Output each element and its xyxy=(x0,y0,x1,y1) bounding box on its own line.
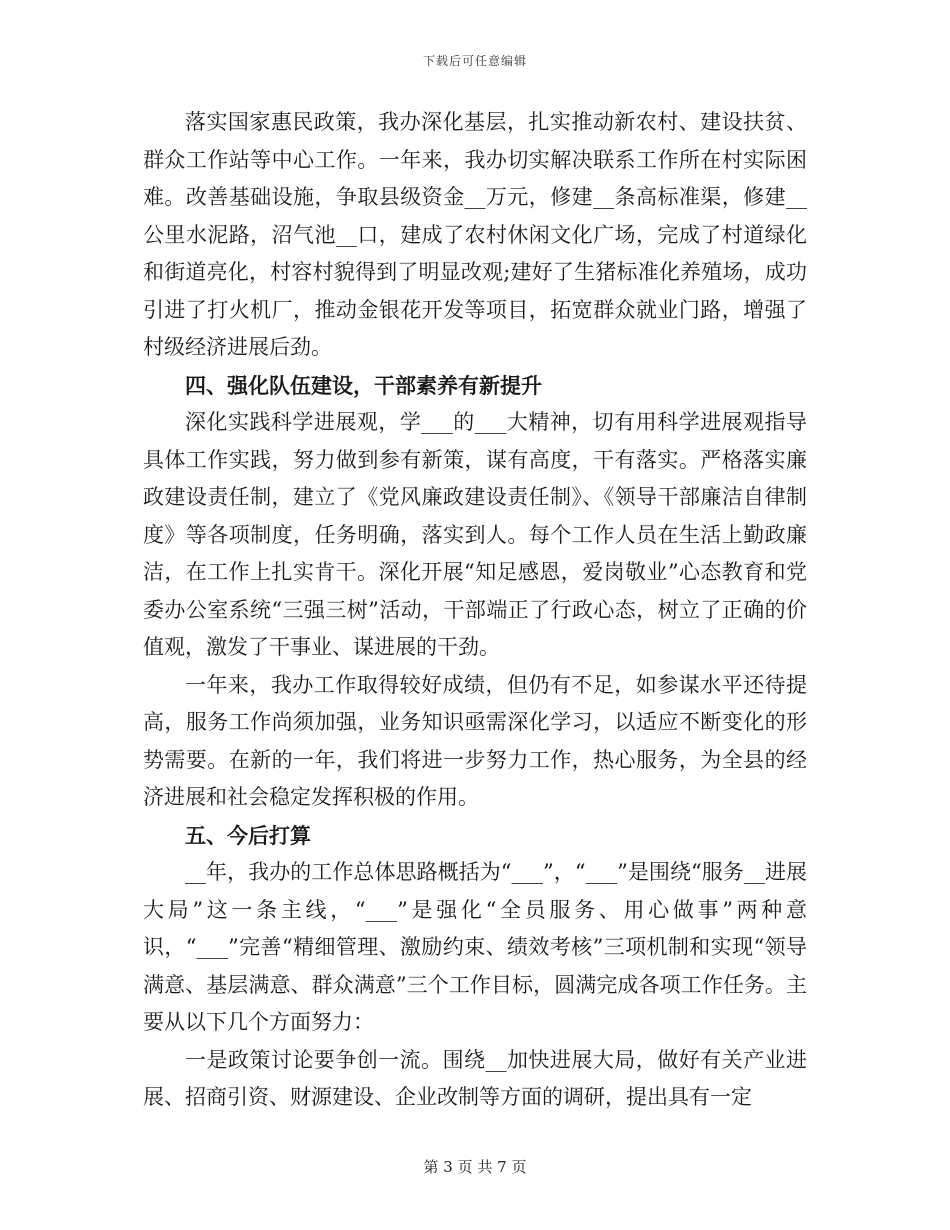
paragraph-team-building: 深化实践科学进展观，学___的___大精神，切有用科学进展观指导具体工作实践，努力做到参有新策，谋有高度，干有落实。严格落实廉政建设责任制，建立了《党风廉政建设责任制》、《领导干部廉洁自律制度》等各项制度，任务明确，落实到人。每个工作人员在生活上勤政廉洁，在工作上扎实肯干。深化开展“知足感恩，爱岗敬业”心态教育和党委办公室系统“三强三树”活动，干部端正了行政心态，树立了正确的价值观，激发了干事业、谋进展的干劲。 xyxy=(143,410,807,659)
section-heading-5: 五、今后打算 xyxy=(185,822,311,848)
paragraph-future-plan: __年，我办的工作总体思路概括为“___”，“___”是围绕“服务__进展大局”这一条主线，“___”是强化“全员服务、用心做事”两种意识，“___”完善“精细管理、激励约束、绩效考核”三项机制和实现“领导满意、基层满意、群众满意”三个工作目标，圆满完成各项工作任务。主要从以下几个方面努力： xyxy=(143,860,807,1034)
paragraph-rural-work: 落实国家惠民政策，我办深化基层，扎实推动新农村、建设扶贫、群众工作站等中心工作。一年来，我办切实解决联系工作所在村实际困难。改善基础设施，争取县级资金__万元，修建__条高标准渠，修建__公里水泥路，沼气池__口，建成了农村休闲文化广场，完成了村道绿化和街道亮化，村容村貌得到了明显改观;建好了生猪标准化养殖场，成功引进了打火机厂，推动金银花开发等项目，拓宽群众就业门路，增强了村级经济进展后劲。 xyxy=(143,110,807,359)
document-body xyxy=(143,104,807,1117)
page-header-note: 下载后可任意编辑 xyxy=(422,54,527,68)
page-number: 第 3 页 共 7 页 xyxy=(423,1158,527,1176)
section-heading-4: 四、强化队伍建设，干部素养有新提升 xyxy=(185,372,542,398)
paragraph-policy-research: 一是政策讨论要争创一流。围绕__加快进展大局，做好有关产业进展、招商引资、财源建设、企业改制等方面的调研，提出具有一定 xyxy=(143,1047,807,1109)
paragraph-summary: 一年来，我办工作取得较好成绩，但仍有不足，如参谋水平还待提高，服务工作尚须加强，业务知识亟需深化学习，以适应不断变化的形势需要。在新的一年，我们将进一步努力工作，热心服务，为全县的经济进展和社会稳定发挥积极的作用。 xyxy=(143,672,807,809)
